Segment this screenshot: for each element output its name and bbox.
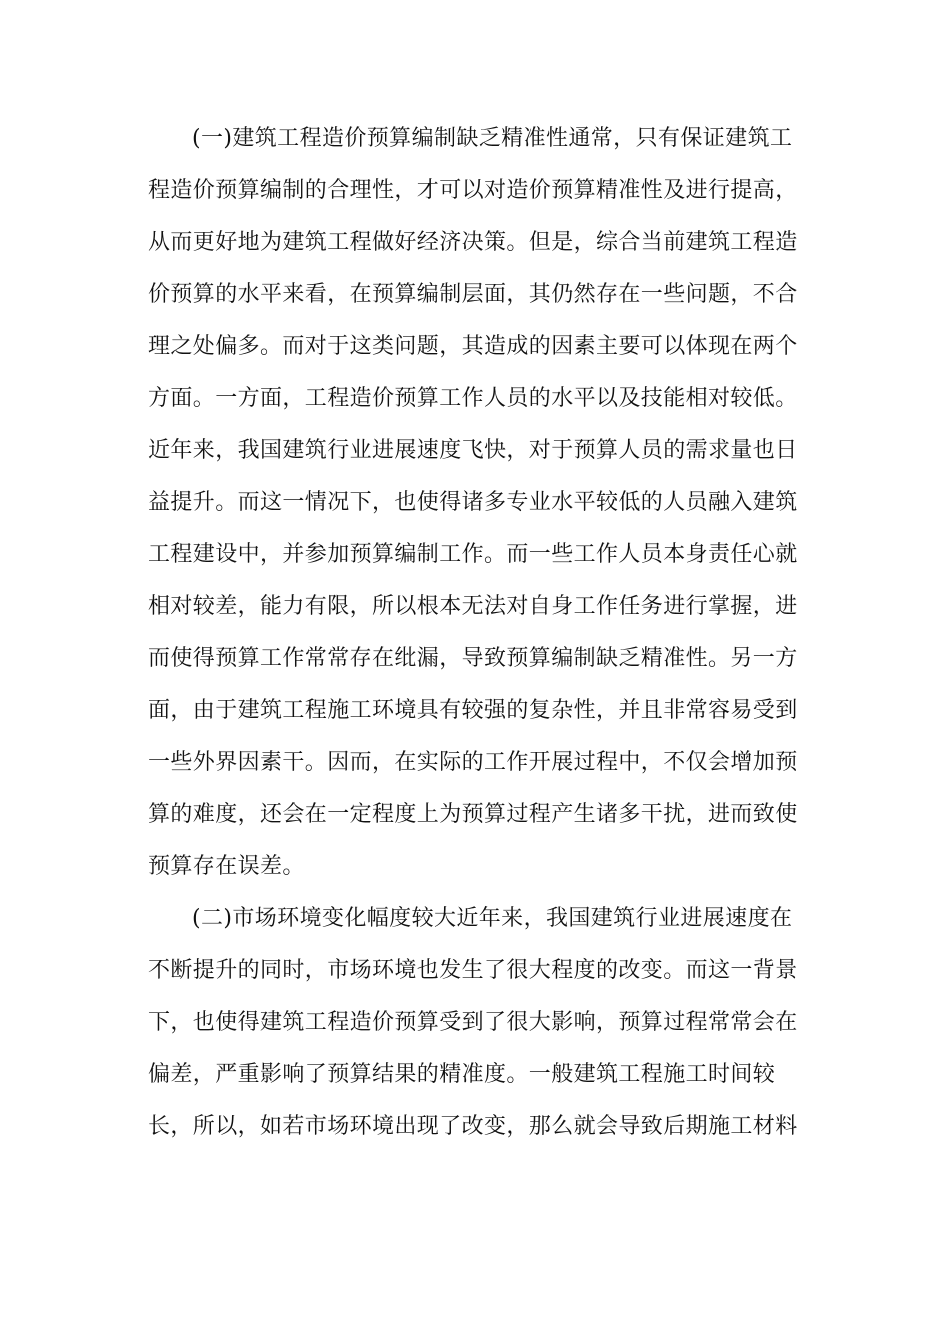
paragraph-1-line-5: 理之处偏多。而对于这类问题，其造成的因素主要可以体现在两个 (148, 334, 798, 359)
paragraph-1-line-11: 而使得预算工作常常存在纰漏，导致预算编制缺乏精准性。另一方 (148, 646, 798, 671)
paragraph-1-line-10: 相对较差，能力有限，所以根本无法对自身工作任务进行掌握，进 (148, 594, 798, 619)
paragraph-1-line-1: (一)建筑工程造价预算编制缺乏精准性通常，只有保证建筑工 (192, 126, 793, 151)
paragraph-1-line-13: 一些外界因素干。因而，在实际的工作开展过程中，不仅会增加预 (148, 750, 798, 775)
paragraph-1-line-15: 预算存在误差。 (148, 854, 305, 879)
paragraph-1-line-4: 价预算的水平来看，在预算编制层面，其仍然存在一些问题，不合 (148, 282, 798, 307)
paragraph-1-line-7: 近年来，我国建筑行业进展速度飞快，对于预算人员的需求量也日 (148, 438, 798, 463)
paragraph-2-line-1: (二)市场环境变化幅度较大近年来，我国建筑行业进展速度在 (192, 906, 793, 931)
paragraph-2-line-5: 长，所以，如若市场环境出现了改变，那么就会导致后期施工材料 (148, 1114, 798, 1139)
paragraph-1-line-6: 方面。一方面，工程造价预算工作人员的水平以及技能相对较低。 (148, 386, 798, 411)
paragraph-2-line-2: 不断提升的同时，市场环境也发生了很大程度的改变。而这一背景 (148, 958, 798, 983)
paragraph-2-line-3: 下，也使得建筑工程造价预算受到了很大影响，预算过程常常会在 (148, 1010, 798, 1035)
paragraph-1-line-12: 面，由于建筑工程施工环境具有较强的复杂性，并且非常容易受到 (148, 698, 798, 723)
paragraph-1-line-2: 程造价预算编制的合理性，才可以对造价预算精准性及进行提高， (148, 178, 798, 203)
paragraph-1-line-3: 从而更好地为建筑工程做好经济决策。但是，综合当前建筑工程造 (148, 230, 798, 255)
paragraph-1-line-9: 工程建设中，并参加预算编制工作。而一些工作人员本身责任心就 (148, 542, 798, 567)
paragraph-1-line-8: 益提升。而这一情况下，也使得诸多专业水平较低的人员融入建筑 (148, 490, 798, 515)
paragraph-1-line-14: 算的难度，还会在一定程度上为预算过程产生诸多干扰，进而致使 (148, 802, 798, 827)
paragraph-2-line-4: 偏差，严重影响了预算结果的精准度。一般建筑工程施工时间较 (148, 1062, 776, 1087)
